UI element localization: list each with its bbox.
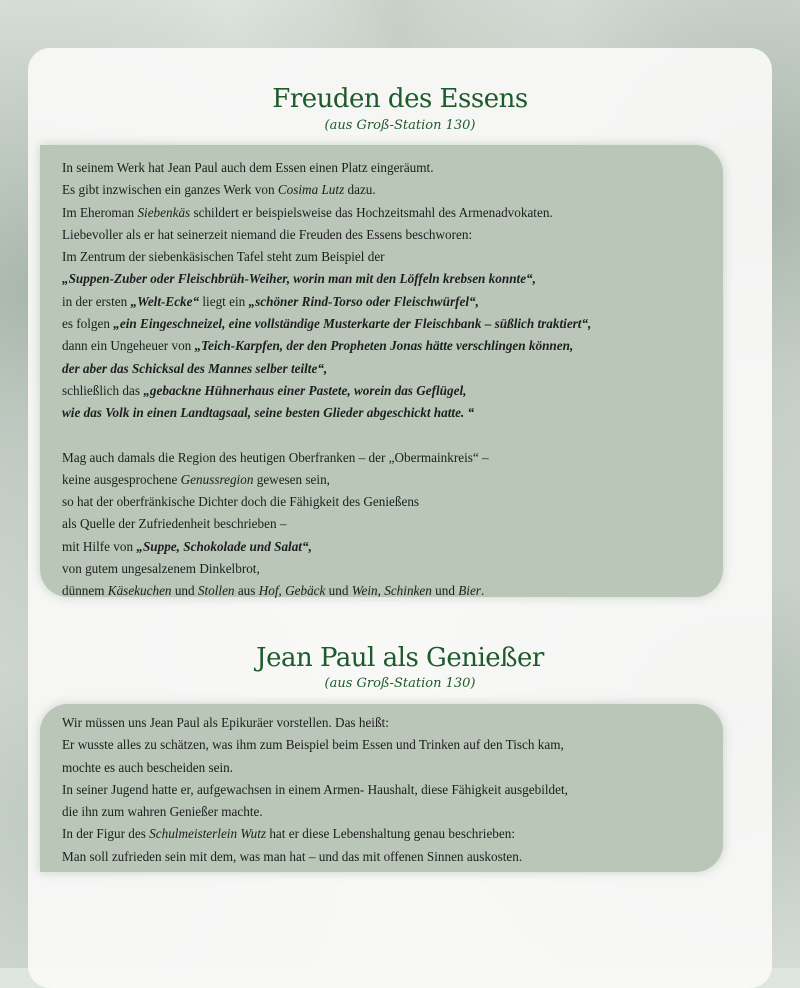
text-line: mochte es auch bescheiden sein.	[62, 759, 234, 775]
section-source-freuden: (aus Groß-Station 130)	[324, 118, 476, 133]
text-block-freuden	[62, 157, 591, 603]
text-line: In seiner Jugend hatte er, aufgewachsen in einem Armen- Haushalt, diese Fähigkeit ausgebildet,	[62, 781, 568, 797]
section-title-geniesser: Jean Paul als Genießer	[256, 643, 544, 673]
text-line: es folgen „ein Eingeschneizel, eine vollständige Musterkarte der Fleischbank – süßlich traktiert“,	[62, 316, 592, 332]
text-block-geniesser	[62, 712, 568, 868]
text-line: Im Eheroman Siebenkäs schildert er beispielsweise das Hochzeitsmahl des Armenadvokaten.	[62, 204, 553, 220]
text-line: Mag auch damals die Region des heutigen Oberfranken – der „Obermainkreis“ –	[62, 449, 489, 465]
text-line: Liebevoller als er hat seinerzeit niemand die Freuden des Essens beschworen:	[62, 226, 473, 242]
text-line: dann ein Ungeheuer von „Teich-Karpfen, der den Propheten Jonas hätte verschlingen können,	[62, 338, 574, 354]
text-line: in der ersten „Welt-Ecke“ liegt ein „schöner Rind-Torso oder Fleischwürfel“,	[62, 293, 479, 309]
text-line: In der Figur des Schulmeisterlein Wutz hat er diese Lebenshaltung genau beschrieben:	[62, 826, 516, 842]
quote-line: der aber das Schicksal des Mannes selber teilte“,	[62, 360, 328, 376]
quote-line: wie das Volk in einen Landtagsaal, seine besten Glieder abgeschickt hatte. “	[62, 405, 475, 421]
quote-line: „Suppen-Zuber oder Fleischbrüh-Weiher, worin man mit den Löffeln krebsen konnte“,	[62, 271, 536, 287]
text-line: von gutem ungesalzenem Dinkelbrot,	[62, 561, 260, 577]
text-line: In seinem Werk hat Jean Paul auch dem Essen einen Platz eingeräumt.	[62, 160, 434, 175]
section-title-freuden: Freuden des Essens	[272, 84, 528, 114]
text-line: so hat der oberfränkische Dichter doch die Fähigkeit des Genießens	[62, 494, 420, 510]
text-line: mit Hilfe von „Suppe, Schokolade und Salat“,	[62, 538, 312, 554]
section-source-geniesser: (aus Groß-Station 130)	[324, 676, 476, 691]
text-line: die ihn zum wahren Genießer machte.	[62, 804, 263, 820]
text-line: Im Zentrum der siebenkäsischen Tafel steht zum Beispiel der	[62, 249, 385, 265]
text-line: Wir müssen uns Jean Paul als Epikuräer vorstellen. Das heißt:	[62, 715, 389, 730]
text-line: Es gibt inzwischen ein ganzes Werk von Cosima Lutz dazu.	[62, 182, 376, 198]
text-line: dünnem Käsekuchen und Stollen aus Hof, Gebäck und Wein, Schinken und Bier.	[62, 583, 485, 599]
text-line: Er wusste alles zu schätzen, was ihm zum Beispiel beim Essen und Trinken auf den Tisch kam,	[62, 737, 564, 753]
text-line: schließlich das „gebackne Hühnerhaus einer Pastete, worein das Geflügel,	[62, 382, 467, 398]
text-line: Man soll zufrieden sein mit dem, was man hat – und das mit offenen Sinnen auskosten.	[62, 848, 523, 864]
text-line: keine ausgesprochene Genussregion gewesen sein,	[62, 471, 330, 487]
text-line: als Quelle der Zufriedenheit beschrieben –	[62, 516, 287, 532]
